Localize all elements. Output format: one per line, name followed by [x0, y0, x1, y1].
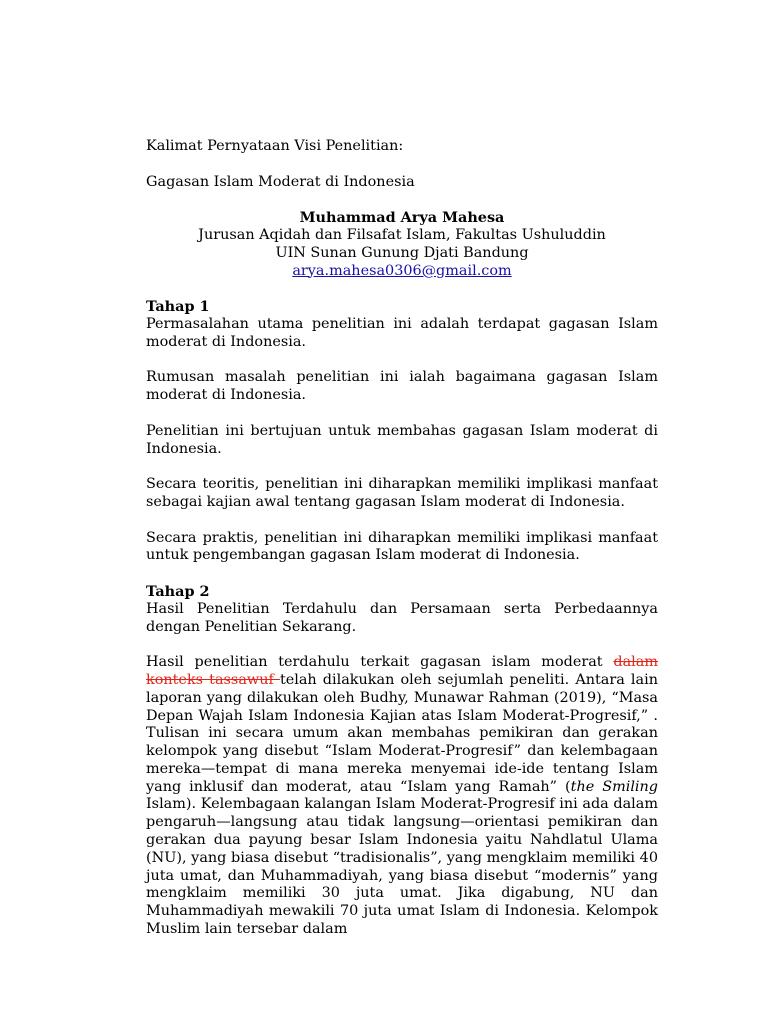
- author-institution: UIN Sunan Gunung Djati Bandung: [275, 244, 529, 261]
- stage2-text-part2: telah dilakukan oleh sejumlah peneliti. Antara lain laporan yang dilakukan oleh Budhy, Munawar Rahman (2019), “Masa Depan Wajah Islam Indonesia Kajian atas Islam Moderat-Progresif,” . Tulisan ini secara umum akan membahas pemikiran dan gerakan kelompok yang disebut “Islam Moderat-Progresif” dan kelembagaan mereka—tempat di mana mereka menyemai ide-ide tentang Islam yang inklusif dan moderat, atau “Islam yang Ramah” (: [146, 671, 658, 795]
- author-affiliation: Jurusan Aqidah dan Filsafat Islam, Fakultas Ushuluddin: [198, 226, 606, 243]
- stage2-paragraph-2: [146, 654, 658, 939]
- stage2-paragraph-1: Hasil Penelitian Terdahulu dan Persamaan serta Perbedaannya dengan Penelitian Sekarang.: [146, 600, 658, 635]
- author-name: Muhammad Arya Mahesa: [299, 209, 505, 227]
- stage1-paragraph-2: Rumusan masalah penelitian ini ialah bagaimana gagasan Islam moderat di Indonesia.: [146, 369, 658, 404]
- stage1-heading: Tahap 1: [146, 298, 210, 316]
- stage1-paragraph-5: Secara praktis, penelitian ini diharapkan memiliki implikasi manfaat untuk pengembangan gagasan Islam moderat di Indonesia.: [146, 529, 658, 564]
- tracked-deletion: dalam konteks tassawuf: [146, 654, 658, 688]
- stage2-heading: Tahap 2: [146, 582, 210, 600]
- stage1-paragraph-4: Secara teoritis, penelitian ini diharapkan memiliki implikasi manfaat sebagai kajian awal tentang gagasan Islam moderat di Indonesia.: [146, 476, 658, 510]
- document-title: Gagasan Islam Moderat di Indonesia: [146, 173, 415, 190]
- stage2-text-part1: Hasil penelitian terdahulu terkait gagasan islam moderat: [146, 654, 614, 671]
- stage2-text-part3: Islam). Kelembagaan kalangan Islam Moderat-Progresif ini ada dalam pengaruh—langsung atau tidak langsung—orientasi pemikiran dan gerakan dua payung besar Islam Indonesia yaitu Nahdlatul Ulama (NU), yang biasa disebut “tradisionalis”, yang mengklaim memiliki 40 juta umat, dan Muhammadiyah, yang biasa disebut “modernis” yang mengklaim memiliki 30 juta umat. Jika digabung, NU dan Muhammadiyah mewakili 70 juta umat Islam di Indonesia. Kelompok Muslim lain tersebar dalam: [146, 796, 658, 938]
- stage1-paragraph-1: Permasalahan utama penelitian ini adalah terdapat gagasan Islam moderat di Indonesia.: [146, 315, 658, 350]
- document-heading: Kalimat Pernyataan Visi Penelitian:: [146, 138, 404, 154]
- stage1-paragraph-3: Penelitian ini bertujuan untuk membahas gagasan Islam moderat di Indonesia.: [146, 422, 658, 457]
- stage2-italic-phrase: the Smiling: [570, 778, 659, 795]
- author-email-link[interactable]: arya.mahesa0306@gmail.com: [292, 262, 512, 279]
